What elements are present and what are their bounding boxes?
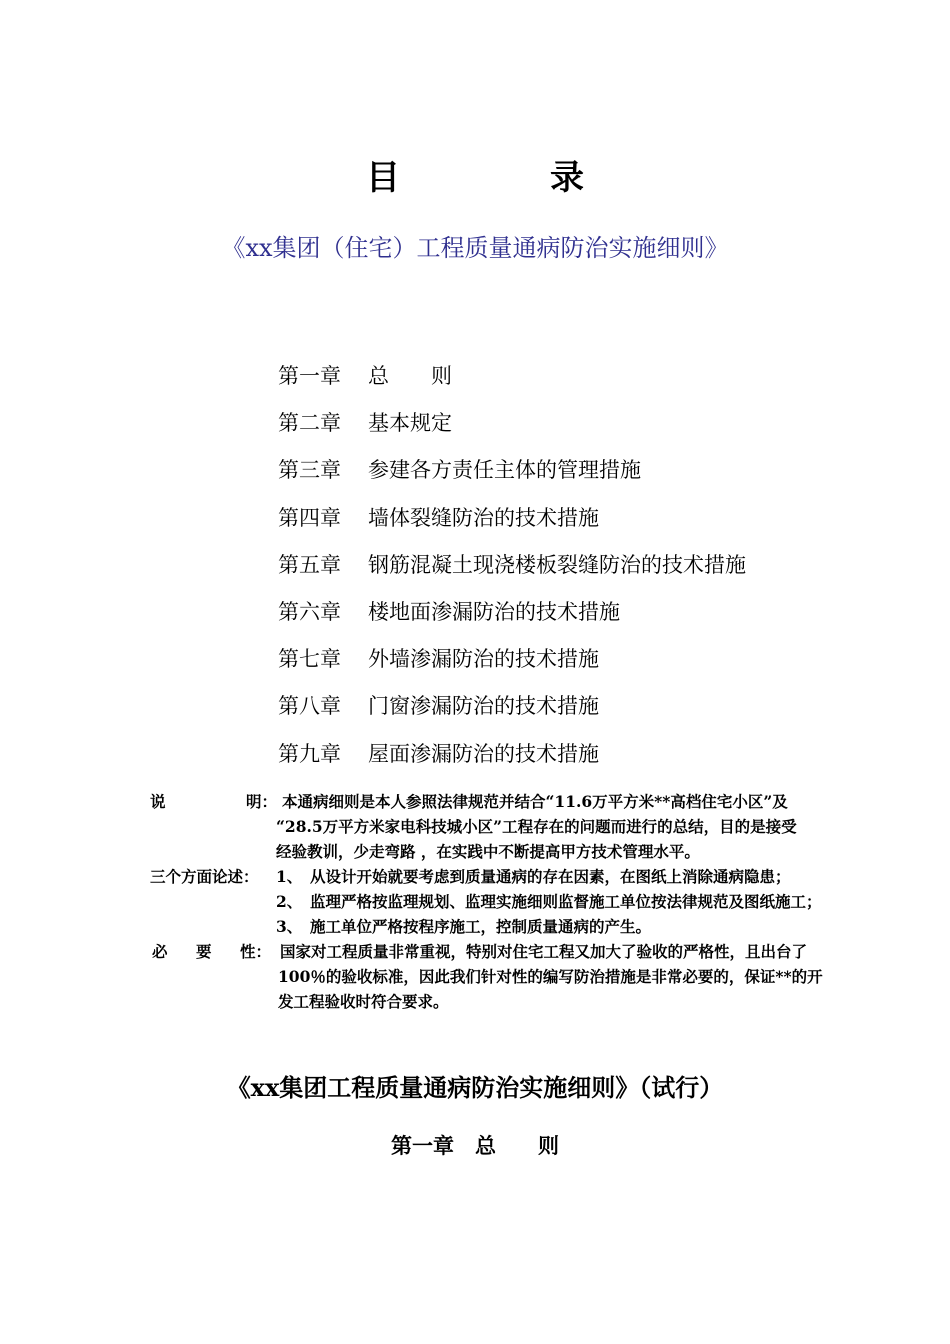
toc-item-name: 参建各方责任主体的管理措施 bbox=[368, 458, 641, 483]
toc-item[interactable] bbox=[278, 452, 746, 499]
toc-item[interactable] bbox=[278, 736, 746, 783]
toc-item[interactable] bbox=[278, 641, 746, 688]
toc-item-name: 门窗渗漏防治的技术措施 bbox=[368, 694, 599, 719]
toc-item-number: 第六章 bbox=[278, 599, 341, 624]
toc-item[interactable] bbox=[278, 358, 746, 405]
toc-item-number: 第七章 bbox=[278, 647, 341, 672]
toc-item-number: 第九章 bbox=[278, 741, 341, 766]
explanation-label-part1: 说 bbox=[150, 792, 166, 811]
toc-item-number: 第五章 bbox=[278, 552, 341, 577]
explanation-line: “28.5万平方米家电科技城小区”工程存在的问题而进行的总结，目的是接受 bbox=[276, 817, 797, 836]
toc-item-name: 楼地面渗漏防治的技术措施 bbox=[368, 599, 620, 624]
toc-item-name: 外墙渗漏防治的技术措施 bbox=[368, 647, 599, 672]
toc-item-number: 第三章 bbox=[278, 458, 341, 483]
necessity-line: 100％的验收标准，因此我们针对性的编写防治措施是非常必要的，保证**的开 bbox=[278, 967, 823, 986]
toc-item[interactable] bbox=[278, 500, 746, 547]
three-aspects-line: 1、 从设计开始就要考虑到质量通病的存在因素，在图纸上消除通病隐患； bbox=[276, 867, 791, 886]
toc-item-number: 第四章 bbox=[278, 505, 341, 530]
necessity-line: 发工程验收时符合要求。 bbox=[278, 992, 449, 1011]
three-aspects-line: 2、 监理严格按监理规划、监理实施细则监督施工单位按法律规范及图纸施工； bbox=[276, 892, 822, 911]
explanation-line: 经验教训，少走弯路 ，在实践中不断提高甲方技术管理水平。 bbox=[276, 842, 700, 861]
document-subtitle: 《xx集团（住宅）工程质量通病防治实施细则》 bbox=[221, 234, 729, 262]
necessity-line: 国家对工程质量非常重视，特别对住宅工程又加大了验收的严格性，且出台了 bbox=[280, 942, 808, 961]
toc-item-number: 第八章 bbox=[278, 694, 341, 719]
toc-item-number: 第一章 bbox=[278, 364, 341, 388]
explanation-label-part2: 明： bbox=[246, 792, 278, 811]
toc-item-name: 墙体裂缝防治的技术措施 bbox=[368, 505, 599, 530]
necessity-label-part3: 性： bbox=[240, 942, 272, 961]
toc-item[interactable] bbox=[278, 594, 746, 641]
chapter-heading: 第一章 总 则 bbox=[391, 1133, 559, 1158]
toc-title bbox=[0, 150, 950, 199]
toc-title-part2: 录 bbox=[550, 158, 584, 198]
toc-item-name: 总 则 bbox=[368, 364, 452, 388]
toc-title-part1: 目 bbox=[366, 158, 400, 198]
toc-list bbox=[278, 358, 746, 783]
main-title: 《xx集团工程质量通病防治实施细则》（试行） bbox=[226, 1073, 724, 1102]
toc-item-name: 屋面渗漏防治的技术措施 bbox=[368, 741, 599, 766]
three-aspects-label: 三个方面论述： bbox=[150, 867, 259, 886]
explanation-line: 本通病细则是本人参照法律规范并结合“11.6万平方米**高档住宅小区”及 bbox=[282, 792, 788, 811]
three-aspects-line: 3、 施工单位严格按程序施工，控制质量通病的产生。 bbox=[276, 917, 652, 936]
toc-item-name: 基本规定 bbox=[368, 411, 452, 436]
toc-item[interactable] bbox=[278, 688, 746, 735]
toc-item[interactable] bbox=[278, 547, 746, 594]
necessity-label-part1: 必 bbox=[152, 942, 168, 961]
toc-item-name: 钢筋混凝土现浇楼板裂缝防治的技术措施 bbox=[368, 552, 746, 577]
toc-item[interactable] bbox=[278, 405, 746, 452]
toc-item-number: 第二章 bbox=[278, 411, 341, 436]
necessity-label-part2: 要 bbox=[196, 942, 212, 961]
